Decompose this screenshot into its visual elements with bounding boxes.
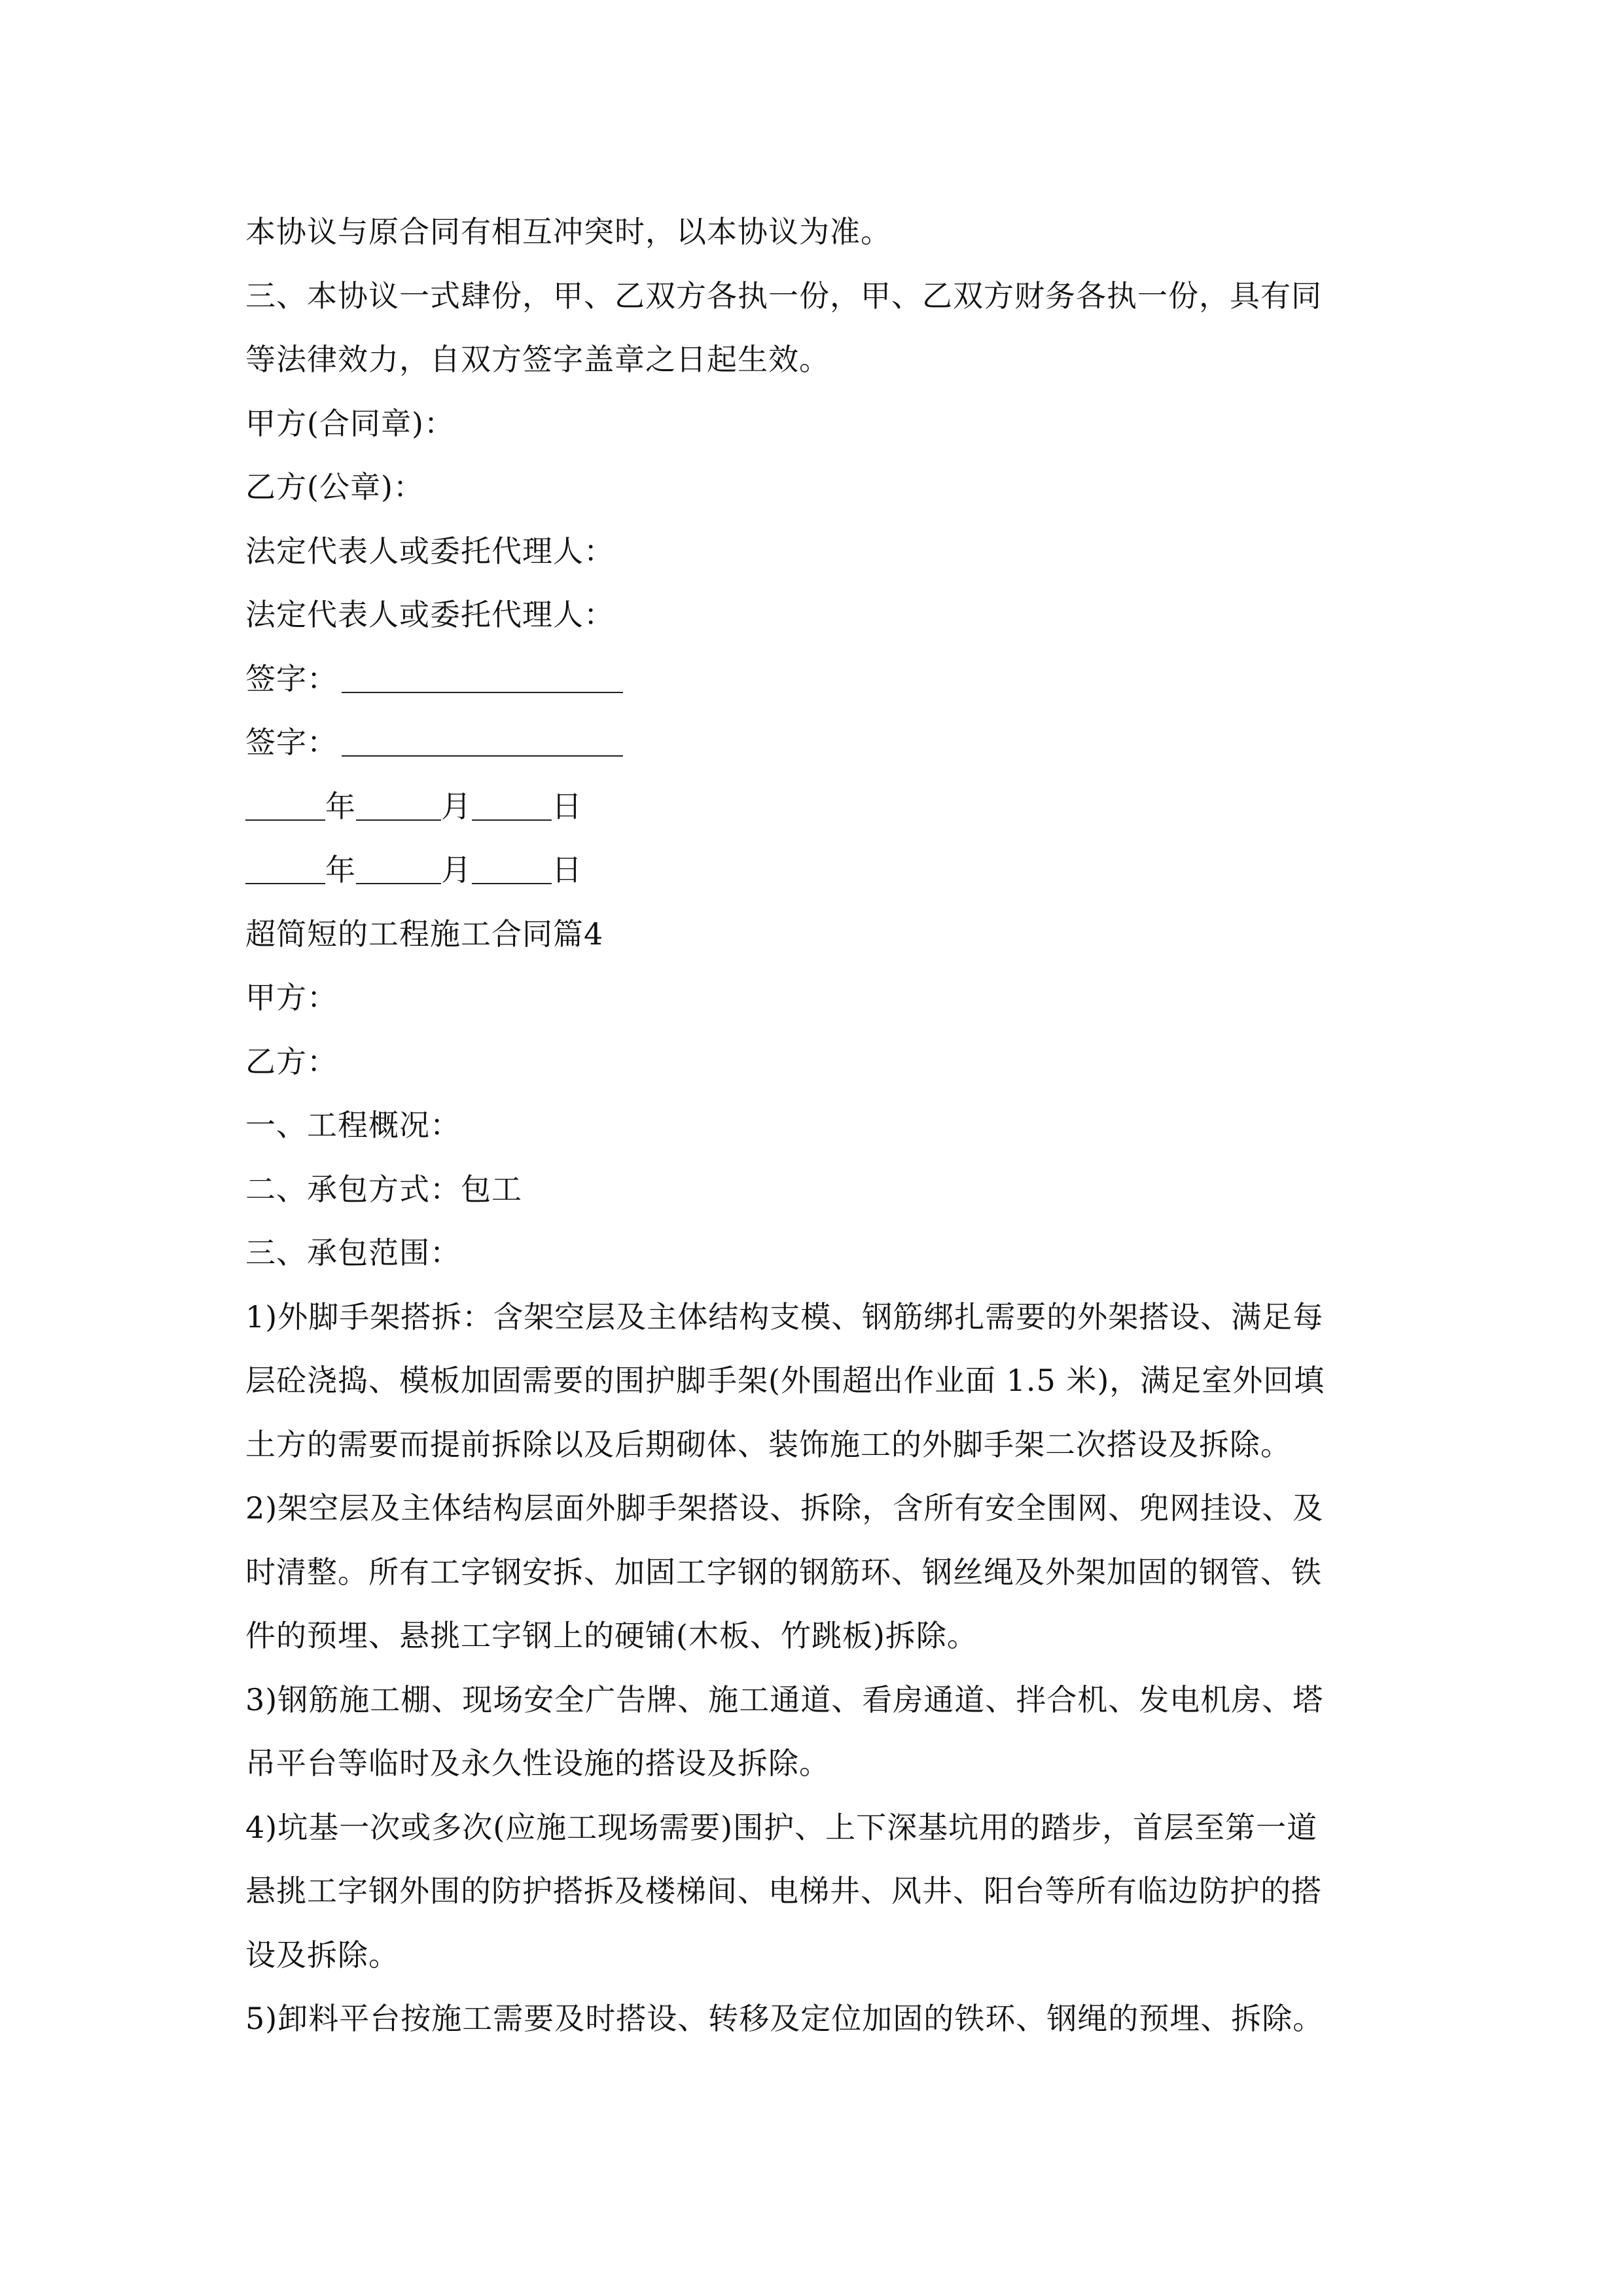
text-line: 层砼浇捣、模板加固需要的围护脚手架(外围超出作业面 1.5 米)，满足室外回填 xyxy=(245,1363,1325,1398)
party-a-seal-line: 甲方(合同章)： xyxy=(245,405,455,441)
text-line: 2)架空层及主体结构层面外脚手架搭设、拆除，含所有安全围网、兜网挂设、及 xyxy=(245,1490,1324,1526)
day-blank xyxy=(472,853,552,884)
section-title: 超简短的工程施工合同篇4 xyxy=(245,916,604,952)
day-label: 日 xyxy=(552,852,582,888)
representative-line: 法定代表人或委托代理人： xyxy=(245,533,615,569)
year-label: 年 xyxy=(325,788,356,824)
text-line: 1)外脚手架搭拆：含架空层及主体结构支模、钢筋绑扎需要的外架搭设、满足每 xyxy=(245,1299,1324,1335)
signature-blank xyxy=(342,725,623,757)
text-line: 三、本协议一式肆份，甲、乙双方各执一份，甲、乙双方财务各执一份，具有同 xyxy=(245,278,1322,314)
month-blank xyxy=(356,789,441,821)
year-blank xyxy=(245,789,325,821)
signature-blank xyxy=(342,662,623,693)
signature-line xyxy=(245,647,1397,711)
text-line: 吊平台等临时及永久性设施的搭设及拆除。 xyxy=(245,1746,830,1781)
text-line: 3)钢筋施工棚、现场安全广告牌、施工通道、看房通道、拌合机、发电机房、塔 xyxy=(245,1681,1324,1717)
clause-heading: 二、承包方式：包工 xyxy=(245,1171,522,1207)
month-label: 月 xyxy=(441,852,472,888)
party-b-seal-line: 乙方(公章)： xyxy=(245,469,424,505)
representative-line: 法定代表人或委托代理人： xyxy=(245,597,615,632)
month-label: 月 xyxy=(441,788,472,824)
text-line: 等法律效力，自双方签字盖章之日起生效。 xyxy=(245,342,830,377)
clause-heading: 三、承包范围： xyxy=(245,1235,461,1270)
text-line: 件的预埋、悬挑工字钢上的硬铺(木板、竹跳板)拆除。 xyxy=(245,1618,978,1653)
date-line xyxy=(245,838,1397,903)
day-label: 日 xyxy=(552,788,582,824)
signature-line xyxy=(245,711,1397,775)
signature-label: 签字： xyxy=(245,725,338,760)
day-blank xyxy=(472,789,552,821)
year-label: 年 xyxy=(325,852,356,888)
party-b-line: 乙方： xyxy=(245,1043,338,1079)
document-body xyxy=(245,200,1397,2051)
party-a-line: 甲方： xyxy=(245,980,338,1015)
month-blank xyxy=(356,853,441,884)
signature-label: 签字： xyxy=(245,660,338,696)
text-line: 时清整。所有工字钢安拆、加固工字钢的钢筋环、钢丝绳及外架加固的钢管、铁 xyxy=(245,1554,1322,1590)
text-line: 本协议与原合同有相互冲突时，以本协议为准。 xyxy=(245,214,891,249)
date-line xyxy=(245,775,1397,839)
text-line: 5)卸料平台按施工需要及时搭设、转移及定位加固的铁环、钢绳的预埋、拆除。 xyxy=(245,2001,1324,2036)
text-line: 4)坑基一次或多次(应施工现场需要)围护、上下深基坑用的踏步，首层至第一道 xyxy=(245,1809,1318,1845)
text-line: 设及拆除。 xyxy=(245,1937,399,1973)
text-line: 土方的需要而提前拆除以及后期砌体、装饰施工的外脚手架二次搭设及拆除。 xyxy=(245,1426,1291,1462)
clause-heading: 一、工程概况： xyxy=(245,1107,461,1143)
year-blank xyxy=(245,853,325,884)
text-line: 悬挑工字钢外围的防护搭拆及楼梯间、电梯井、风井、阳台等所有临边防护的搭 xyxy=(245,1873,1322,1909)
